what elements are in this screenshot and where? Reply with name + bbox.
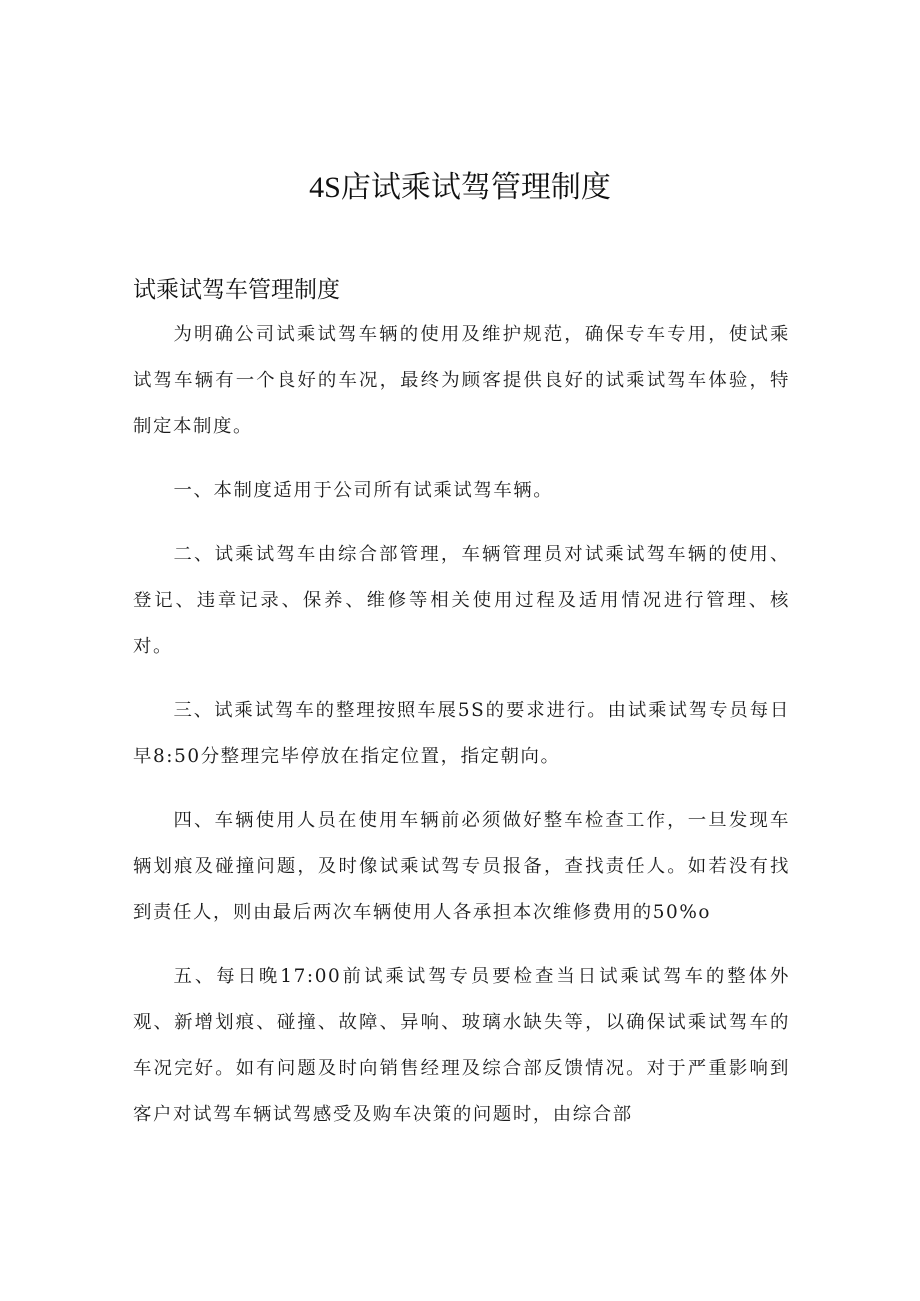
paragraph-rule-2: 二、试乘试驾车由综合部管理，车辆管理员对试乘试驾车辆的使用、登记、违章记录、保养、维修等相关使用过程及适用情况进行管理、核对。 (133, 544, 790, 657)
paragraph-rule-3: 三、试乘试驾车的整理按照车展5S的要求进行。由试乘试驾专员每日早8:50分整理完毕停放在指定位置，指定朝向。 (133, 700, 790, 767)
document-body (133, 312, 790, 1156)
paragraph-rule-1: 一、本制度适用于公司所有试乘试驾车辆。 (173, 480, 554, 501)
section-heading: 试乘试驾车管理制度 (133, 277, 340, 303)
paragraph-rule-4: 四、车辆使用人员在使用车辆前必须做好整车检查工作，一旦发现车辆划痕及碰撞问题，及时像试乘试驾专员报备，查找责任人。如若没有找到责任人，则由最后两次车辆使用人各承担本次维修费用的50%o (133, 810, 790, 923)
paragraph-intro: 为明确公司试乘试驾车辆的使用及维护规范，确保专车专用，使试乘试驾车辆有一个良好的车况，最终为顾客提供良好的试乘试驾车体验，特制定本制度。 (133, 324, 790, 437)
document-title: 4S店试乘试驾管理制度 (309, 171, 611, 204)
paragraph-rule-5: 五、每日晚17:00前试乘试驾专员要检查当日试乘试驾车的整体外观、新增划痕、碰撞、故障、异响、玻璃水缺失等，以确保试乘试驾车的车况完好。如有问题及时向销售经理及综合部反馈情况。对于严重影响到客户对试驾车辆试驾感受及购车决策的问题时，由综合部 (133, 966, 790, 1125)
